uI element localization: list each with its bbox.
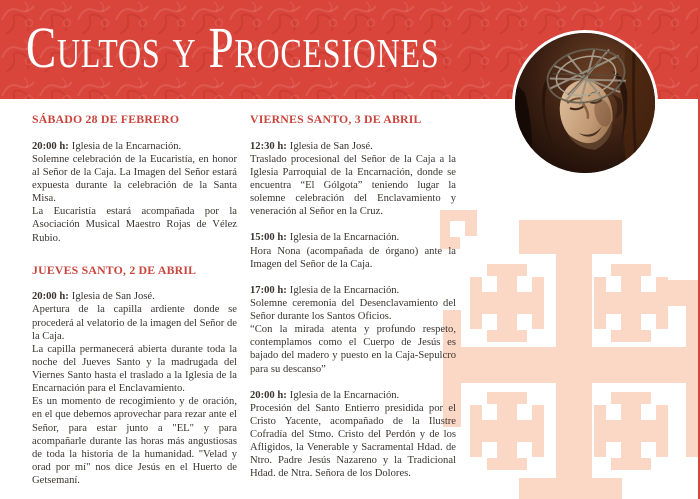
event-time: 20:00 h:	[32, 140, 69, 152]
event-time-place	[32, 140, 237, 153]
event-place: Iglesia de la Encarnación.	[71, 140, 182, 152]
section-heading: VIERNES SANTO, 3 DE ABRIL	[250, 112, 422, 126]
event-paragraph: Apertura de la capilla ardiente donde se procederá al velatorio de la imagen del Señor de la Caja.	[32, 304, 237, 342]
event-time-place	[32, 290, 237, 303]
event-paragraph: “Con la mirada atenta y profundo respeto, contemplamos como el Cuerpo de Jesús es bajado del madero y puesto en la Caja-Sepulcro para su descanso”	[250, 324, 456, 375]
right-column	[250, 112, 456, 499]
event-place: Iglesia de San José.	[289, 140, 373, 152]
event-time: 17:00 h:	[250, 284, 287, 296]
section-sabado	[32, 112, 237, 245]
event-block	[32, 290, 237, 487]
left-column	[32, 112, 237, 499]
jerusalem-cross-watermark	[440, 210, 700, 499]
event-paragraph: Traslado procesional del Señor de la Caja a la Iglesia Parroquial de la Encarnación, donde se encuentra “El Gólgota” teniendo lugar la solemne celebración del Enclavamiento y veneración al Señor en la Cruz.	[250, 153, 456, 218]
event-block	[250, 140, 456, 219]
section-heading: SÁBADO 28 DE FEBRERO	[32, 112, 180, 126]
event-block	[32, 140, 237, 245]
christ-photo	[512, 30, 658, 176]
event-paragraph: Procesión del Santo Entierro presidida por el Cristo Yacente, acompañado de la Ilustre Cofradía del Stmo. Cristo del Perdón y de los Afligidos, la Venerable y Sacramental Hdad. de Ntro. Padre Jesús Nazareno y la Tradicional Hdad. de Ntra. Señora de los Dolores.	[250, 402, 456, 480]
event-place: Iglesia de la Encarnación.	[289, 232, 400, 244]
event-time: 15:00 h:	[250, 232, 287, 244]
event-paragraph: Solemne ceremonia del Desenclavamiento del Señor durante los Santos Oficios.	[250, 297, 456, 322]
event-paragraph: Solemne celebración de la Eucaristía, en honor al Señor de la Caja. La Imagen del Señor estará expuesta durante la celebración de la Santa Misa.	[32, 153, 237, 205]
event-time: 20:00 h:	[250, 389, 287, 401]
event-time-place	[250, 140, 456, 153]
event-time: 12:30 h:	[250, 140, 287, 152]
event-paragraph: La Eucaristía estará acompañada por la Asociación Musical Maestro Rojas de Vélez Rubio.	[32, 206, 237, 244]
event-paragraph: Es un momento de recogimiento y de oración, en el que debemos aprovechar para rezar ante el Señor, para estar junto a "EL" y para acompañarle durante las horas más angustiosas de toda la historia de la humanidad. "Velad y orad por mí" nos dice Jesús en el Huerto de Getsemaní.	[32, 396, 237, 486]
event-paragraph: La capilla permanecerá abierta durante toda la noche del Jueves Santo y la madrugada del Viernes Santo hasta el traslado a la Iglesia de la Encarnación para el Enclavamiento.	[32, 343, 237, 395]
event-time: 20:00 h:	[32, 291, 69, 303]
section-viernes-santo	[250, 112, 456, 481]
event-paragraph: Hora Nona (acompañada de órgano) ante la Imagen del Señor de la Caja.	[250, 245, 456, 270]
section-jueves-santo	[32, 263, 237, 488]
event-time-place	[250, 389, 456, 402]
page-title: Cultos y Procesiones	[26, 14, 440, 80]
event-block	[250, 389, 456, 481]
event-place: Iglesia de San José.	[71, 291, 155, 303]
event-time-place	[250, 231, 456, 244]
event-place: Iglesia de la Encarnación.	[289, 284, 400, 296]
event-block	[250, 284, 456, 376]
event-time-place	[250, 284, 456, 297]
section-heading: JUEVES SANTO, 2 DE ABRIL	[32, 262, 197, 277]
event-place: Iglesia de la Encarnación.	[289, 389, 400, 401]
event-block	[250, 231, 456, 270]
